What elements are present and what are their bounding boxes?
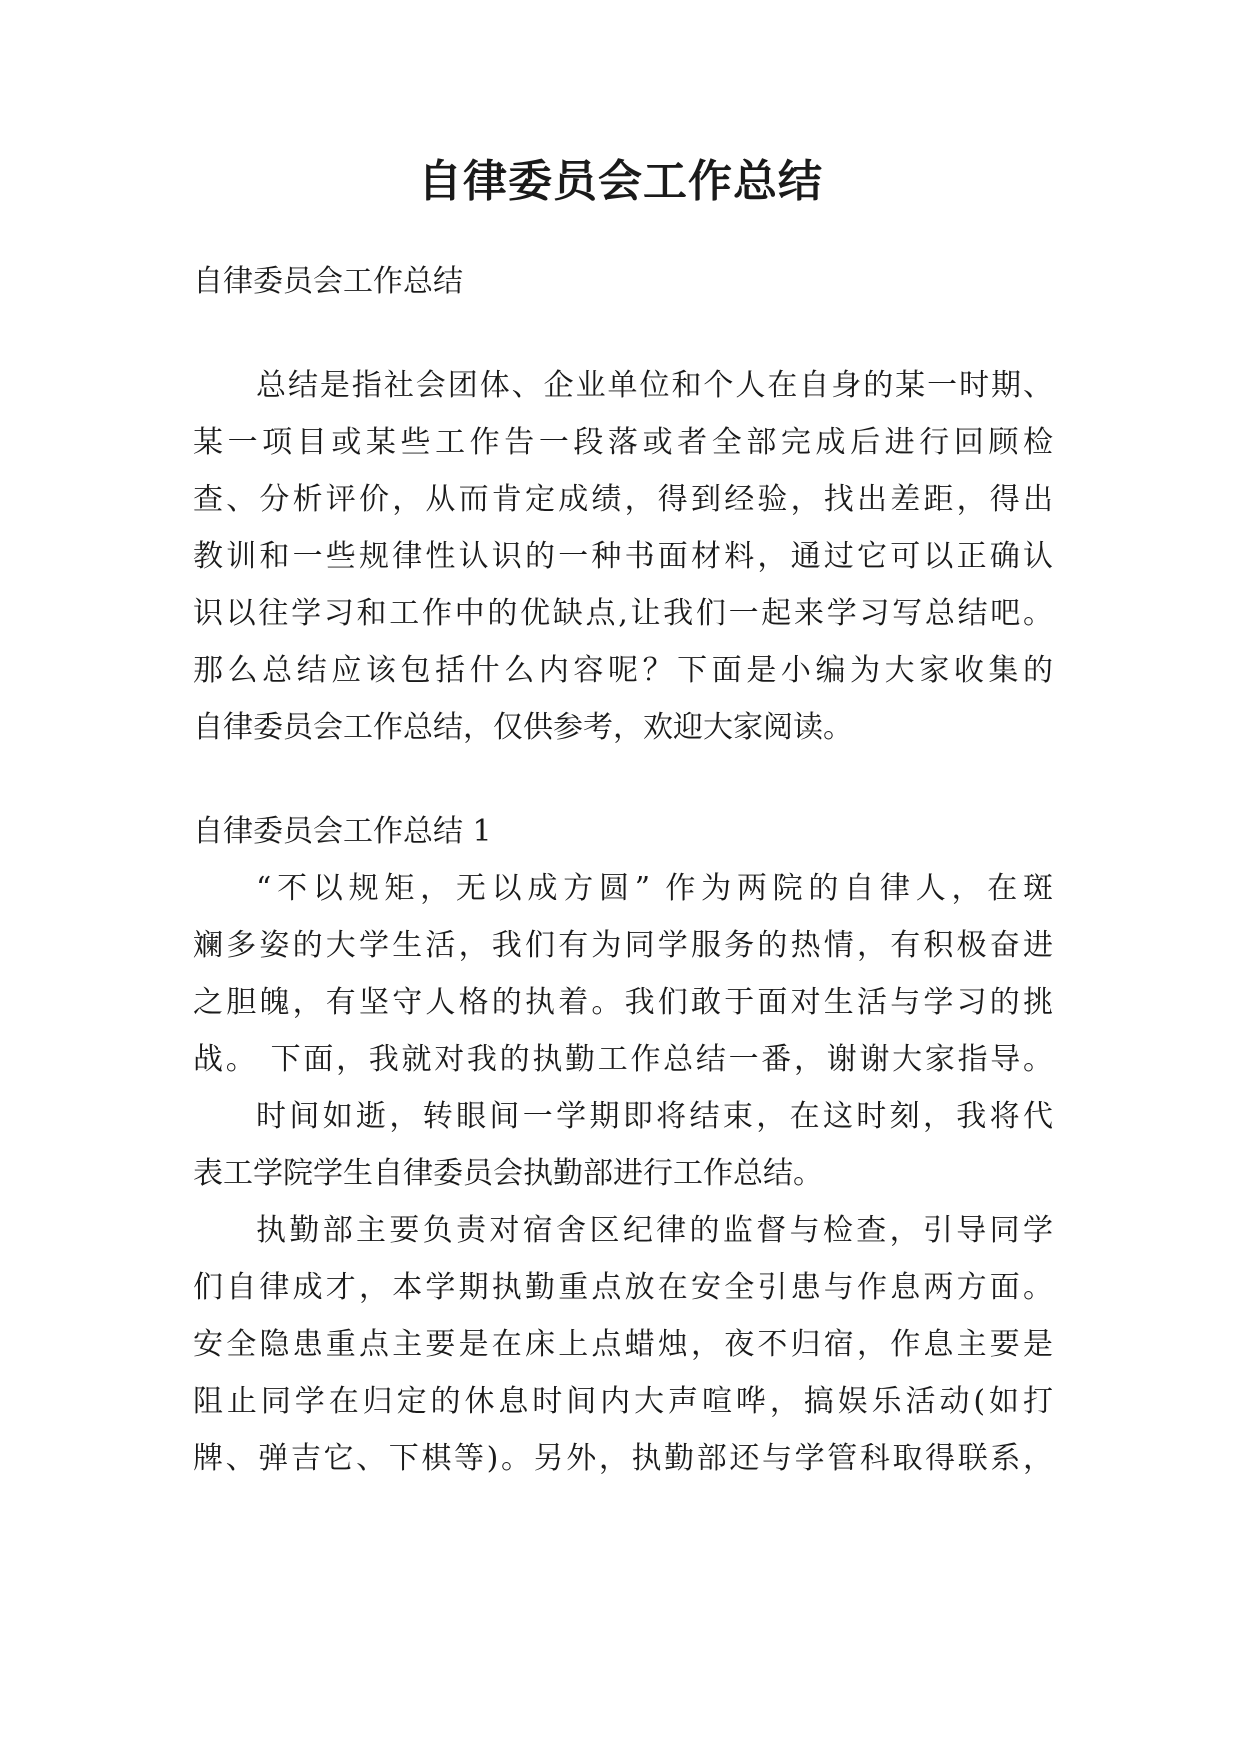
paragraph-line: 阻止同学在归定的休息时间内大声喧哗，搞娱乐活动(如打 xyxy=(193,1384,1053,1419)
paragraph-line: 时间如逝，转眼间一学期即将结束，在这时刻，我将代 xyxy=(256,1099,1053,1134)
document-subtitle: 自律委员会工作总结 xyxy=(193,264,463,299)
intro-line: 自律委员会工作总结，仅供参考，欢迎大家阅读。 xyxy=(193,710,853,745)
intro-line: 总结是指社会团体、企业单位和个人在自身的某一时期、 xyxy=(256,368,1053,403)
paragraph-line: 执勤部主要负责对宿舍区纪律的监督与检查，引导同学 xyxy=(256,1213,1053,1248)
paragraph-line: 安全隐患重点主要是在床上点蜡烛，夜不归宿，作息主要是 xyxy=(193,1327,1053,1362)
intro-line: 某一项目或某些工作告一段落或者全部完成后进行回顾检 xyxy=(193,425,1053,460)
paragraph-line: 们自律成才，本学期执勤重点放在安全引患与作息两方面。 xyxy=(193,1270,1053,1305)
paragraph-line: 之胆魄，有坚守人格的执着。我们敢于面对生活与学习的挑 xyxy=(193,985,1053,1020)
intro-line: 教训和一些规律性认识的一种书面材料，通过它可以正确认 xyxy=(193,539,1053,574)
paragraph-line: 斓多姿的大学生活，我们有为同学服务的热情，有积极奋进 xyxy=(193,928,1053,963)
intro-line: 识以往学习和工作中的优缺点,让我们一起来学习写总结吧。 xyxy=(193,596,1053,631)
section-heading: 自律委员会工作总结 1 xyxy=(193,814,492,849)
intro-line: 那么总结应该包括什么内容呢？下面是小编为大家收集的 xyxy=(193,653,1053,688)
paragraph-line: 表工学院学生自律委员会执勤部进行工作总结。 xyxy=(193,1156,823,1191)
intro-line: 查、分析评价，从而肯定成绩，得到经验，找出差距，得出 xyxy=(193,482,1053,517)
paragraph-line: 战。 下面，我就对我的执勤工作总结一番，谢谢大家指导。 xyxy=(193,1042,1053,1077)
paragraph-line: “不以规矩，无以成方圆” 作为两院的自律人，在斑 xyxy=(256,871,1053,906)
paragraph-line: 牌、弹吉它、下棋等)。另外，执勤部还与学管科取得联系， xyxy=(193,1441,1053,1476)
document-title: 自律委员会工作总结 xyxy=(418,156,823,207)
